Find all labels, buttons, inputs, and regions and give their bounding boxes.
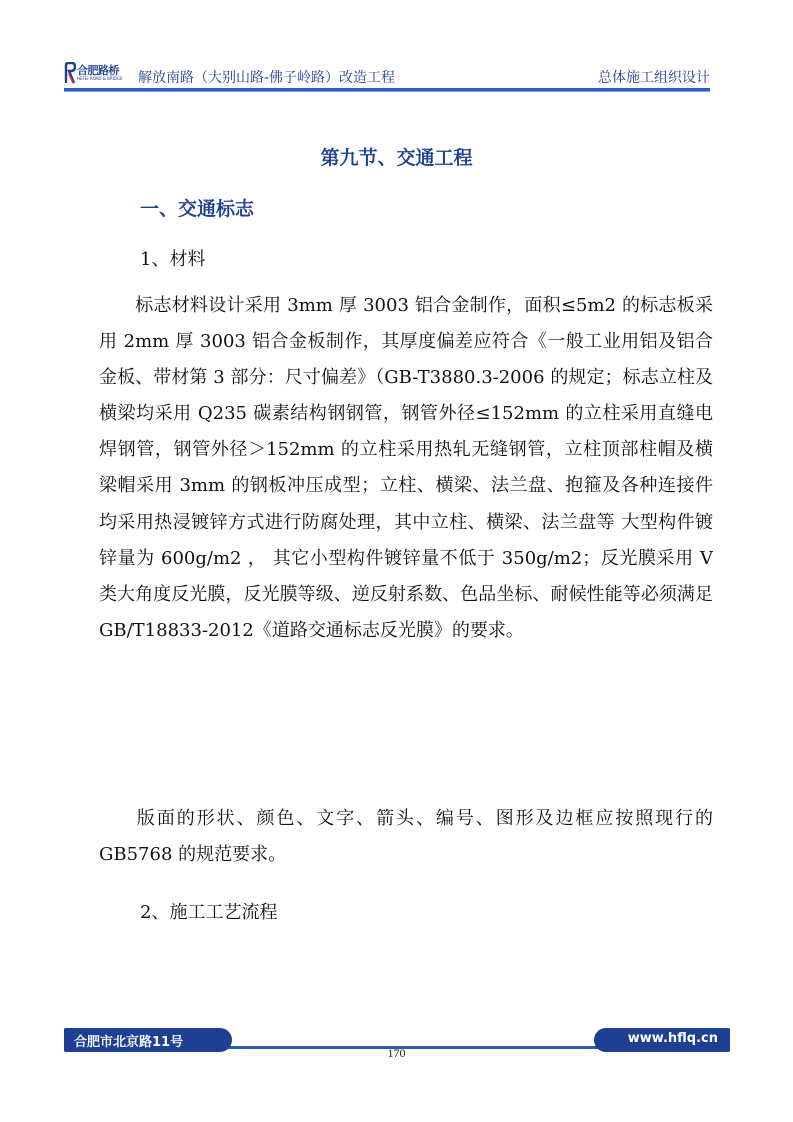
- page-header: [64, 60, 710, 94]
- company-logo: [64, 62, 124, 86]
- layout-paragraph: [99, 801, 713, 874]
- logo-subtext: HEFEI ROAD & BRIDGE: [77, 76, 123, 81]
- materials-paragraph-text: 标志材料设计采用 3mm 厚 3003 铝合金制作，面积≤5m2 的标志板采用 2mm 厚 3003 铝合金板制作，其厚度偏差应符合《一般工业用铝及铝合金板、带材第 3 部分：尺寸偏差》（GB-T3880.3-2006 的规定；标志立柱及横梁均采用 Q235 碳素结构钢钢管，钢管外径≤152mm 的立柱采用直缝电焊钢管，钢管外径＞152mm 的立柱采用热轧无缝钢管，立柱顶部柱帽及横梁帽采用 3mm 的钢板冲压成型；立柱、横梁、法兰盘、抱箍及各种连接件均采用热浸镀锌方式进行防腐处理，其中立柱、横梁、法兰盘等 大型构件镀锌量为 600g/m2 ， 其它小型构件镀锌量不低于 350g/m2；反光膜采用 V 类大角度反光膜，反光膜等级、逆反射系数、色品坐标、耐候性能等必须满足 GB/T18833-2012《道路交通标志反光膜》的要求。: [99, 295, 713, 641]
- footer-address: 合肥市北京路11号: [74, 1035, 184, 1050]
- materials-paragraph: [99, 288, 713, 793]
- document-title: 总体施工组织设计: [598, 70, 710, 86]
- layout-paragraph-text: 版面的形状、颜色、文字、箭头、编号、图形及边框应按照现行的GB5768 的规范要求。: [99, 808, 713, 866]
- subheading-process: 2、施工工艺流程: [140, 902, 278, 923]
- subheading-materials: 1、材料: [140, 249, 206, 270]
- header-divider-thin: [64, 91, 710, 92]
- project-title: 解放南路（大别山路-佛子岭路）改造工程: [138, 70, 396, 86]
- footer-url: www.hflq.cn: [627, 1031, 718, 1046]
- section-title: 第九节、交通工程: [320, 147, 473, 169]
- page-number: 170: [387, 1046, 406, 1060]
- logo-text: 合肥路桥: [77, 64, 119, 77]
- heading-traffic-signs: 一、交通标志: [140, 198, 255, 220]
- logo-mark-icon: [64, 62, 76, 84]
